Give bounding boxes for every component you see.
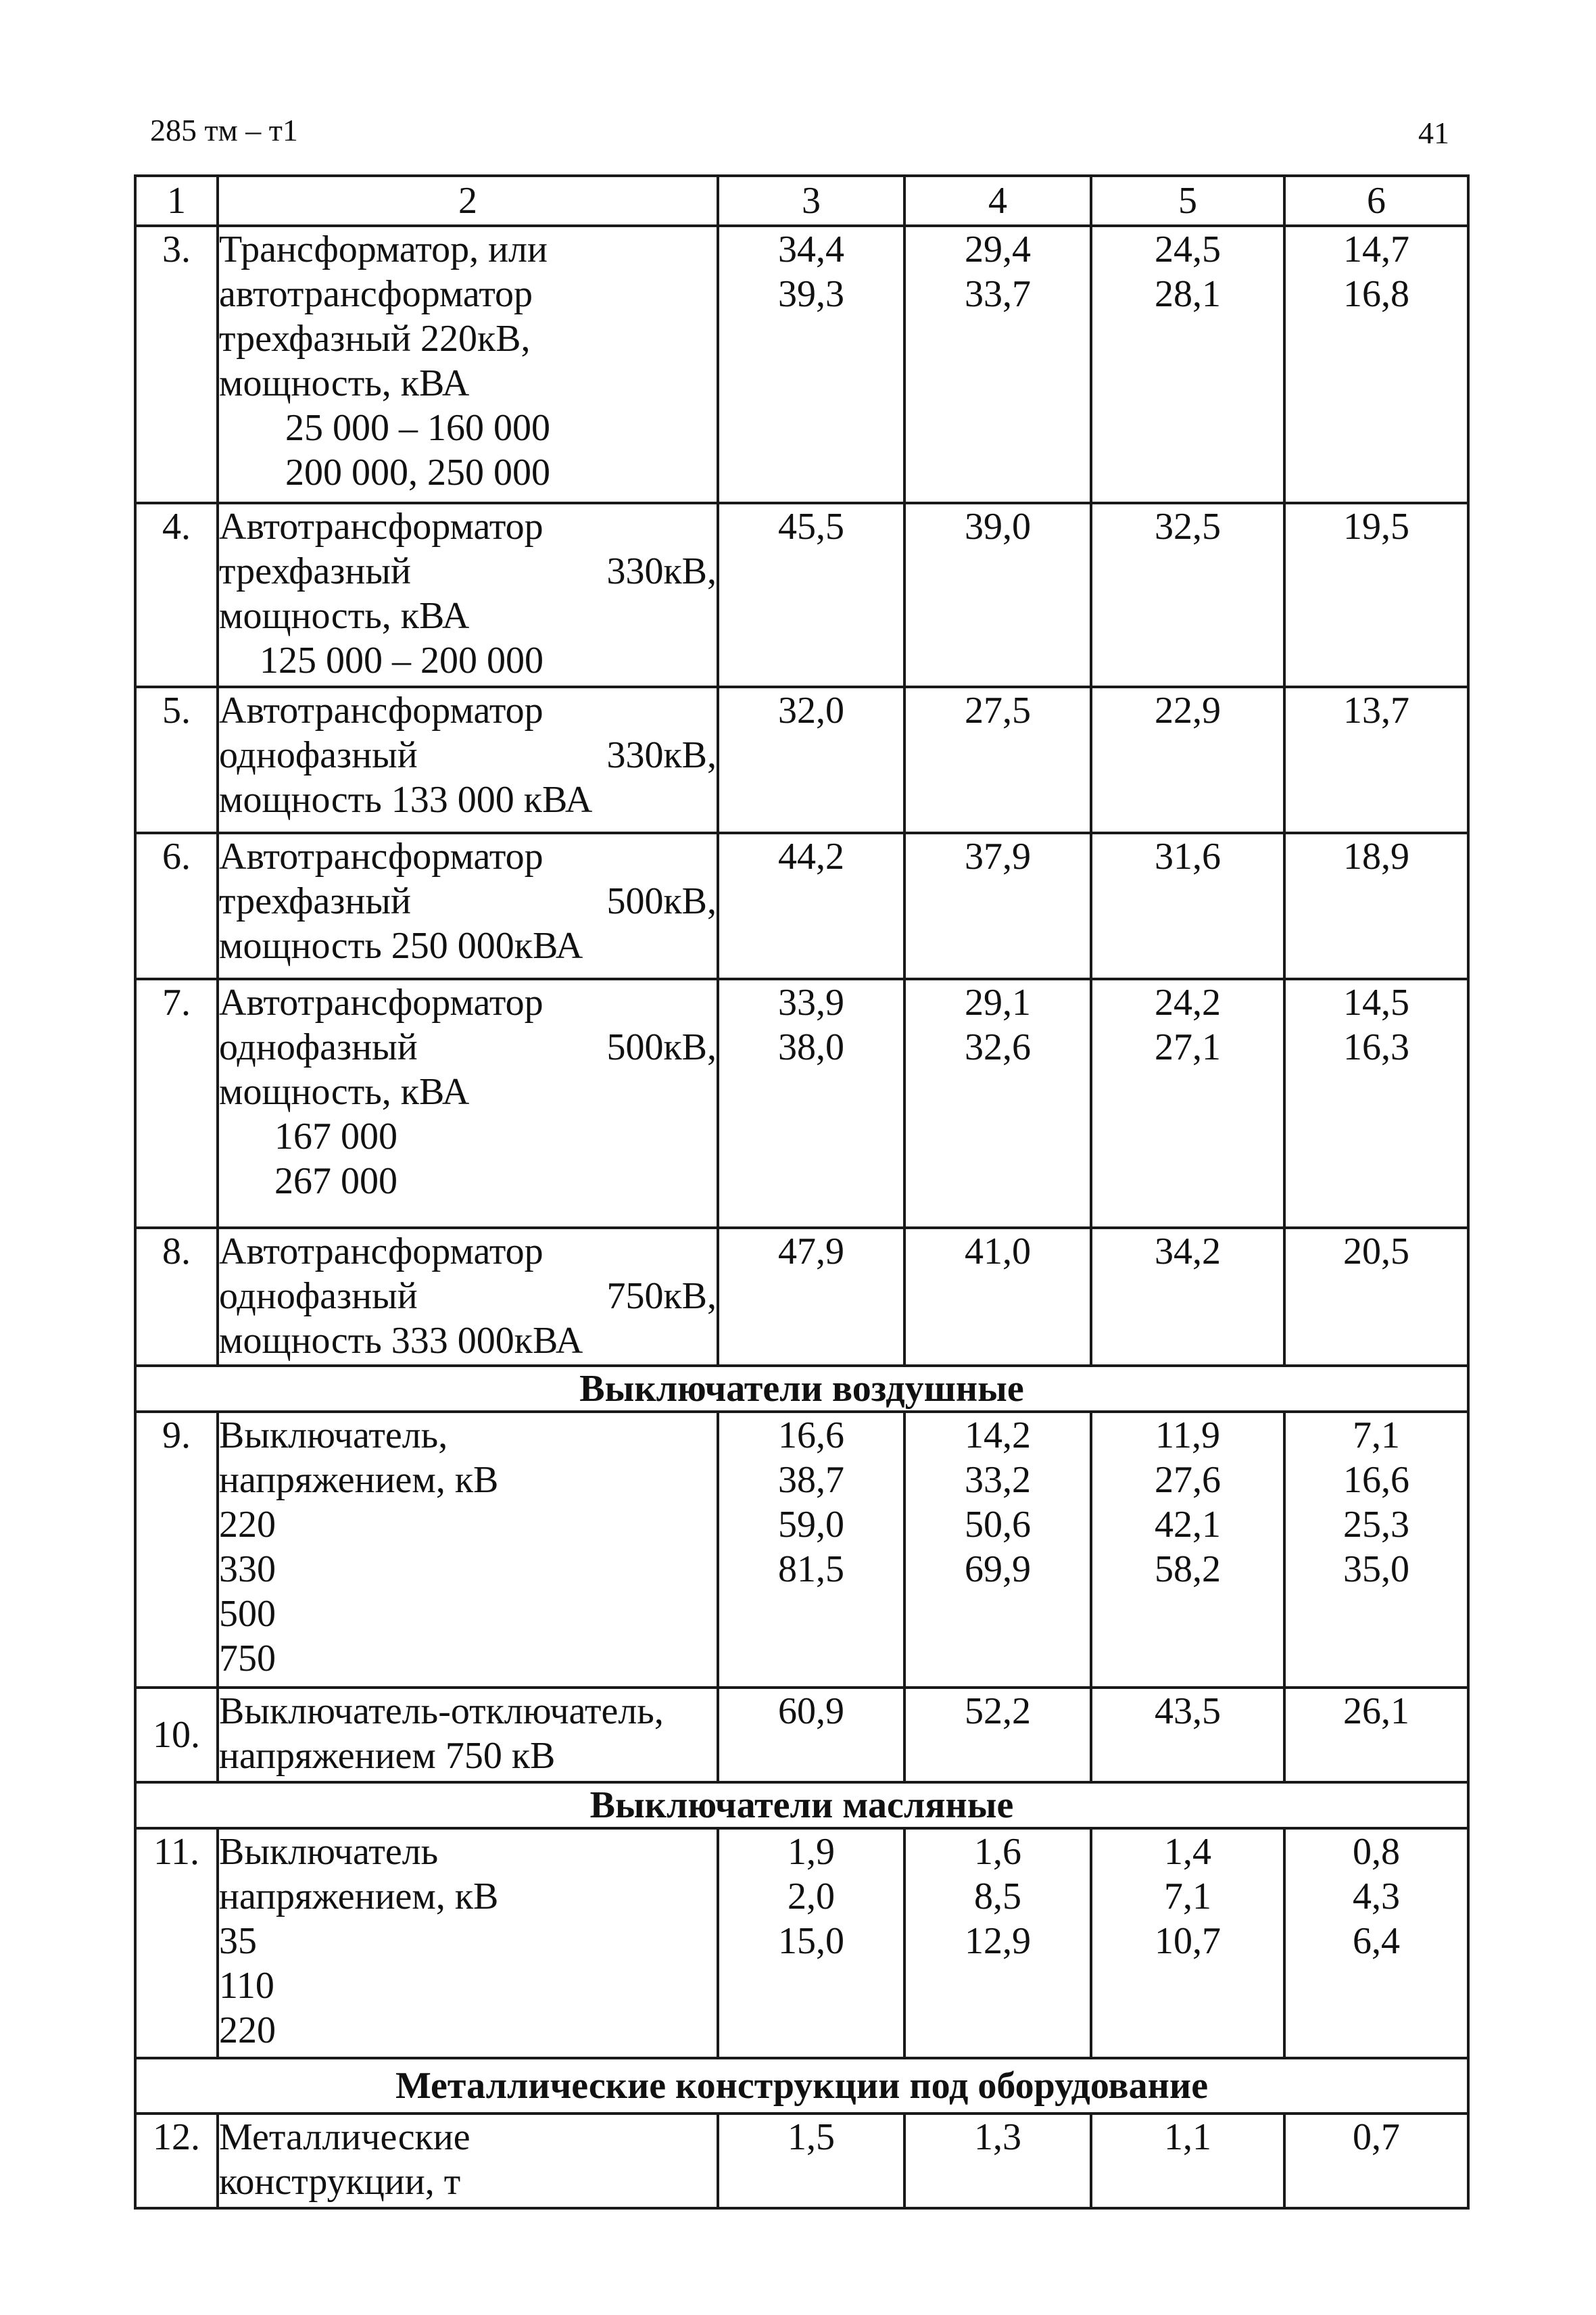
value: 12,9 [965, 1920, 1031, 1962]
value-cell [1284, 979, 1468, 1228]
capacity-range: 25 000 – 160 000 [285, 407, 550, 449]
row-description [218, 1828, 718, 2058]
value-cell: 34,2 [1091, 1228, 1284, 1366]
value-cell [718, 979, 904, 1228]
phase-type: однофазный [219, 1026, 418, 1068]
column-header: 3 [718, 176, 904, 226]
description-line: Автотрансформатор [219, 836, 543, 878]
value: 1,9 [788, 1831, 835, 1873]
description-line: мощность 250 000кВА [219, 925, 583, 967]
description-line: Выключатель, [219, 1414, 448, 1456]
value: 39,3 [778, 273, 844, 315]
value: 32,6 [965, 1026, 1031, 1068]
row-description [218, 1412, 718, 1688]
table-row [135, 687, 1468, 833]
section-header-row [135, 2058, 1468, 2114]
description-line: конструкции, т [219, 2161, 461, 2203]
description-line: напряжением, кВ [219, 1876, 499, 1917]
description-line: напряжением, кВ [219, 1459, 499, 1501]
table-row [135, 979, 1468, 1228]
value-cell: 44,2 [718, 833, 904, 979]
value: 1,6 [974, 1831, 1021, 1873]
value-cell [904, 1828, 1091, 2058]
value-cell: 60,9 [718, 1688, 904, 1782]
voltage-value: 330 [219, 1548, 276, 1590]
voltage: 750кВ, [606, 1275, 717, 1317]
value: 14,7 [1343, 229, 1409, 270]
column-number-row [135, 176, 1468, 226]
value: 42,1 [1155, 1504, 1221, 1546]
value: 33,2 [965, 1459, 1031, 1501]
capacity-value: 167 000 [274, 1116, 397, 1158]
value-cell: 47,9 [718, 1228, 904, 1366]
description-line: Автотрансформатор [219, 506, 543, 548]
value-cell: 18,9 [1284, 833, 1468, 979]
value-cell: 37,9 [904, 833, 1091, 979]
value: 16,8 [1343, 273, 1409, 315]
value-cell [1284, 1412, 1468, 1688]
description-line [219, 879, 717, 924]
voltage-value: 500 [219, 1593, 276, 1635]
value-cell: 0,7 [1284, 2114, 1468, 2208]
value: 14,2 [965, 1414, 1031, 1456]
column-header: 2 [218, 176, 718, 226]
description-line: мощность, кВА [219, 595, 470, 637]
row-number: 7. [135, 979, 218, 1228]
column-header: 1 [135, 176, 218, 226]
phase-type: однофазный [219, 734, 418, 776]
value-cell: 13,7 [1284, 687, 1468, 833]
description-line [219, 1025, 717, 1070]
value-cell: 26,1 [1284, 1688, 1468, 1782]
value: 34,4 [778, 229, 844, 270]
table-row [135, 2114, 1468, 2208]
row-number: 5. [135, 687, 218, 833]
section-header-row [135, 1366, 1468, 1412]
description-line [219, 1274, 717, 1318]
capacity-range: 125 000 – 200 000 [260, 640, 543, 682]
equipment-table [134, 174, 1470, 2210]
row-number: 4. [135, 503, 218, 687]
value-cell: 1,3 [904, 2114, 1091, 2208]
value-cell: 31,6 [1091, 833, 1284, 979]
row-description [218, 503, 718, 687]
voltage-value: 35 [219, 1920, 257, 1962]
value-cell: 22,9 [1091, 687, 1284, 833]
description-line: Трансформатор, или [219, 229, 548, 270]
value: 50,6 [965, 1504, 1031, 1546]
value: 6,4 [1353, 1920, 1400, 1962]
description-line: мощность 333 000кВА [219, 1320, 583, 1362]
row-number: 9. [135, 1412, 218, 1688]
row-description [218, 226, 718, 503]
table-row [135, 1228, 1468, 1366]
value: 29,4 [965, 229, 1031, 270]
table-row [135, 1412, 1468, 1688]
capacity-range: 200 000, 250 000 [285, 452, 550, 494]
value: 7,1 [1164, 1876, 1211, 1917]
value-cell: 45,5 [718, 503, 904, 687]
voltage-value: 220 [219, 2009, 276, 2051]
value: 38,0 [778, 1026, 844, 1068]
row-number: 11. [135, 1828, 218, 2058]
description-line: мощность, кВА [219, 1071, 470, 1113]
value-cell [1091, 979, 1284, 1228]
value: 25,3 [1343, 1504, 1409, 1546]
value: 11,9 [1155, 1414, 1220, 1456]
description-line: трехфазный 220кВ, [219, 318, 531, 360]
value-cell [718, 1412, 904, 1688]
value: 33,9 [778, 982, 844, 1024]
description-line: Автотрансформатор [219, 690, 543, 732]
page-number: 41 [1418, 116, 1449, 150]
value: 10,7 [1155, 1920, 1221, 1962]
description-line: Автотрансформатор [219, 1231, 543, 1272]
value-cell [904, 979, 1091, 1228]
row-description [218, 2114, 718, 2208]
row-description [218, 1228, 718, 1366]
value: 35,0 [1343, 1548, 1409, 1590]
value: 16,3 [1343, 1026, 1409, 1068]
value-cell [1284, 1828, 1468, 2058]
value-cell: 52,2 [904, 1688, 1091, 1782]
value-cell [904, 226, 1091, 503]
section-title: Выключатели масляные [135, 1782, 1468, 1828]
value: 59,0 [778, 1504, 844, 1546]
phase-type: трехфазный [219, 550, 411, 592]
section-title: Выключатели воздушные [135, 1366, 1468, 1412]
value: 2,0 [788, 1876, 835, 1917]
row-number: 3. [135, 226, 218, 503]
phase-type: трехфазный [219, 880, 411, 922]
value-cell [1284, 226, 1468, 503]
phase-type: однофазный [219, 1275, 418, 1317]
voltage: 500кВ, [606, 1026, 717, 1068]
value: 16,6 [778, 1414, 844, 1456]
value-cell: 43,5 [1091, 1688, 1284, 1782]
value: 8,5 [974, 1876, 1021, 1917]
description-line: Выключатель [219, 1831, 439, 1873]
value-cell: 27,5 [904, 687, 1091, 833]
table-row [135, 1688, 1468, 1782]
value-cell [904, 1412, 1091, 1688]
description-line: мощность 133 000 кВА [219, 779, 593, 821]
row-number: 10. [135, 1688, 218, 1782]
row-number: 12. [135, 2114, 218, 2208]
value-cell: 32,5 [1091, 503, 1284, 687]
value: 28,1 [1155, 273, 1221, 315]
voltage-value: 750 [219, 1638, 276, 1679]
description-line: Выключатель-отключатель, [219, 1690, 664, 1732]
description-line: Автотрансформатор [219, 982, 543, 1024]
value: 0,8 [1353, 1831, 1400, 1873]
column-header: 5 [1091, 176, 1284, 226]
value-cell: 1,1 [1091, 2114, 1284, 2208]
value: 69,9 [965, 1548, 1031, 1590]
voltage: 330кВ, [606, 550, 717, 592]
value: 15,0 [778, 1920, 844, 1962]
value: 58,2 [1155, 1548, 1221, 1590]
column-header: 6 [1284, 176, 1468, 226]
description-line [219, 733, 717, 778]
value: 81,5 [778, 1548, 844, 1590]
value-cell: 19,5 [1284, 503, 1468, 687]
value-cell [1091, 226, 1284, 503]
value-cell [1091, 1412, 1284, 1688]
value-cell [1091, 1828, 1284, 2058]
table-row [135, 833, 1468, 979]
value: 7,1 [1353, 1414, 1400, 1456]
section-header-row [135, 1782, 1468, 1828]
description-line: автотрансформатор [219, 273, 533, 315]
table-row [135, 226, 1468, 503]
value-cell: 41,0 [904, 1228, 1091, 1366]
value: 33,7 [965, 273, 1031, 315]
value: 27,1 [1155, 1026, 1221, 1068]
value: 24,5 [1155, 229, 1221, 270]
value: 27,6 [1155, 1459, 1221, 1501]
row-description [218, 979, 718, 1228]
value-cell: 32,0 [718, 687, 904, 833]
row-number: 8. [135, 1228, 218, 1366]
value-cell [718, 1828, 904, 2058]
description-line [219, 549, 717, 594]
table-row [135, 503, 1468, 687]
document-code: 285 тм – т1 [150, 113, 298, 147]
voltage: 500кВ, [606, 880, 717, 922]
row-description [218, 687, 718, 833]
value-cell: 39,0 [904, 503, 1091, 687]
description-line: мощность, кВА [219, 362, 470, 404]
voltage-value: 220 [219, 1504, 276, 1546]
row-description [218, 833, 718, 979]
value: 16,6 [1343, 1459, 1409, 1501]
row-description [218, 1688, 718, 1782]
description-line: напряжением 750 кВ [219, 1735, 556, 1777]
value-cell [718, 226, 904, 503]
row-number: 6. [135, 833, 218, 979]
description-line: Металлические [219, 2116, 470, 2158]
voltage-value: 110 [219, 1965, 274, 2007]
value: 29,1 [965, 982, 1031, 1024]
capacity-value: 267 000 [274, 1160, 397, 1202]
value: 38,7 [778, 1459, 844, 1501]
value-cell: 1,5 [718, 2114, 904, 2208]
value: 1,4 [1164, 1831, 1211, 1873]
table-row [135, 1828, 1468, 2058]
value: 4,3 [1353, 1876, 1400, 1917]
voltage: 330кВ, [606, 734, 717, 776]
column-header: 4 [904, 176, 1091, 226]
value: 24,2 [1155, 982, 1221, 1024]
value: 14,5 [1343, 982, 1409, 1024]
value-cell: 20,5 [1284, 1228, 1468, 1366]
section-title: Металлические конструкции под оборудование [135, 2058, 1468, 2114]
